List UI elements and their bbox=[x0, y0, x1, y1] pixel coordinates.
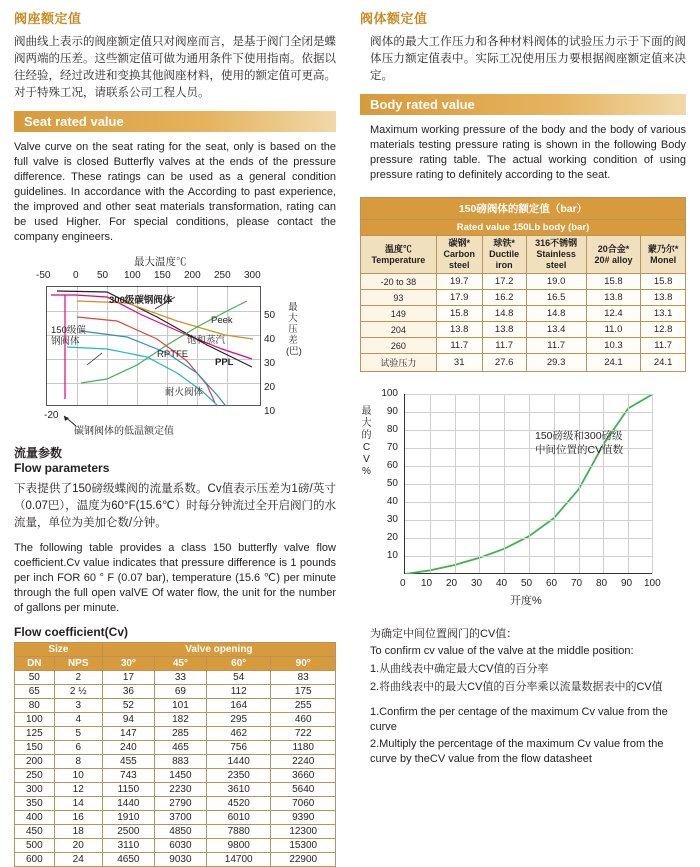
cell: 试验压力 bbox=[361, 354, 437, 372]
cell: 150 bbox=[15, 741, 55, 755]
cell: 16 bbox=[54, 811, 102, 825]
chart1-title: 最大温度℃ bbox=[134, 256, 187, 268]
cv-xtick-60: 60 bbox=[546, 578, 558, 589]
cell: 400 bbox=[15, 811, 55, 825]
cell: 149 bbox=[361, 306, 437, 322]
chart1-xtick-4: 150 bbox=[154, 270, 171, 281]
chart1-annotation-rptfe: RPTFE bbox=[157, 349, 189, 360]
cell: 255 bbox=[271, 699, 336, 713]
cell: 182 bbox=[154, 713, 206, 727]
cv-chart-plot bbox=[404, 394, 652, 574]
temperature-pressure-chart bbox=[14, 254, 334, 437]
cell: 7060 bbox=[271, 797, 336, 811]
body-col-temperature: 温度℃ Temperature bbox=[361, 236, 437, 274]
cell: 462 bbox=[206, 727, 271, 741]
seat-rated-value-bar-en: Seat rated value bbox=[14, 111, 336, 132]
cell: 29.3 bbox=[526, 354, 586, 372]
cv-annotation-line1: 150磅级和300磅级 bbox=[535, 430, 623, 442]
cv-ytick-50: 50 bbox=[386, 478, 398, 489]
cell: 2230 bbox=[154, 783, 206, 797]
cell: 36 bbox=[102, 685, 154, 699]
cell: 3660 bbox=[271, 769, 336, 783]
cv-xtick-40: 40 bbox=[496, 578, 508, 589]
cell: 17.9 bbox=[436, 290, 482, 306]
table-row bbox=[15, 839, 336, 853]
cell: 9390 bbox=[271, 811, 336, 825]
cell: 12 bbox=[54, 783, 102, 797]
cell: 9030 bbox=[154, 853, 206, 867]
cell: 11.7 bbox=[482, 338, 526, 354]
cell: 2240 bbox=[271, 755, 336, 769]
cell: 17.2 bbox=[482, 274, 526, 290]
cell: 54 bbox=[206, 671, 271, 685]
cell: 12300 bbox=[271, 825, 336, 839]
table-row bbox=[15, 853, 336, 867]
cell: 4850 bbox=[154, 825, 206, 839]
cell: 204 bbox=[361, 322, 437, 338]
cv-ytick-80: 80 bbox=[386, 424, 398, 435]
cv-xtick-70: 70 bbox=[571, 578, 583, 589]
cv-ytick-20: 20 bbox=[386, 532, 398, 543]
cell: 11.7 bbox=[641, 338, 686, 354]
cell: 10 bbox=[54, 769, 102, 783]
table-row bbox=[361, 322, 686, 338]
table-row bbox=[15, 685, 336, 699]
cell: 12.8 bbox=[641, 322, 686, 338]
cell: 743 bbox=[102, 769, 154, 783]
cell: 8 bbox=[54, 755, 102, 769]
chart1-ymin-label: -20 bbox=[44, 410, 59, 421]
table-row bbox=[15, 811, 336, 825]
cell: 4650 bbox=[102, 853, 154, 867]
cell: 16.5 bbox=[526, 290, 586, 306]
table-row bbox=[361, 338, 686, 354]
cell: 600 bbox=[15, 853, 55, 867]
cell: 50 bbox=[15, 671, 55, 685]
cv-note-en-2: 2.Multiply the percentage of the maximum Cv value from the curve by theCV value from the flow datasheet bbox=[370, 738, 664, 765]
cv-ytick-30: 30 bbox=[386, 514, 398, 525]
cv-ytick-60: 60 bbox=[386, 460, 398, 471]
cell: 2350 bbox=[206, 769, 271, 783]
cell: 250 bbox=[15, 769, 55, 783]
cell: -20 to 38 bbox=[361, 274, 437, 290]
cell: 9800 bbox=[206, 839, 271, 853]
table-row bbox=[361, 354, 686, 372]
cell: 240 bbox=[102, 741, 154, 755]
cell: 2500 bbox=[102, 825, 154, 839]
right-column bbox=[360, 8, 686, 769]
cell: 175 bbox=[271, 685, 336, 699]
body-rated-value-title-cn: 阀体额定值 bbox=[360, 11, 428, 26]
chart1-xtick-2: 50 bbox=[97, 270, 109, 281]
cv-chart-y-axis-label: 最 大 的 C V % bbox=[361, 406, 372, 477]
cv-xtick-20: 20 bbox=[446, 578, 458, 589]
cv-col-dn: DN bbox=[15, 657, 55, 671]
cv-chart-x-axis-label: 开度% bbox=[510, 595, 542, 607]
cv-ytick-40: 40 bbox=[386, 496, 398, 507]
chart1-annotation-peek: Peek bbox=[211, 315, 233, 326]
body-col-20-alloy: 20合金* 20# alloy bbox=[586, 236, 641, 274]
cell: 14.8 bbox=[482, 306, 526, 322]
cv-note-cn-1: 1.从曲线表中确定最大CV值的百分率 bbox=[370, 663, 549, 675]
seat-rated-value-title-cn: 阀座额定值 bbox=[14, 11, 82, 26]
cell: 11.7 bbox=[526, 338, 586, 354]
cell: 300 bbox=[15, 783, 55, 797]
table-row bbox=[361, 274, 686, 290]
cell: 19.0 bbox=[526, 274, 586, 290]
cell: 460 bbox=[271, 713, 336, 727]
cell: 285 bbox=[154, 727, 206, 741]
table-row bbox=[15, 797, 336, 811]
cv-col-30: 30° bbox=[102, 657, 154, 671]
cell: 15.8 bbox=[586, 274, 641, 290]
cell: 12.4 bbox=[586, 306, 641, 322]
chart1-ytick-50: 50 bbox=[264, 310, 276, 321]
chart1-ytick-20: 20 bbox=[264, 382, 276, 393]
cv-group-size: Size bbox=[15, 643, 103, 657]
flow-coefficient-table bbox=[14, 642, 336, 867]
chart1-annotation-firesafe: 耐火阀体 bbox=[165, 387, 204, 398]
table-row bbox=[15, 769, 336, 783]
table-row bbox=[15, 727, 336, 741]
body-table-title: 150磅阀体的额定值（bar） bbox=[361, 198, 686, 220]
cv-xtick-50: 50 bbox=[521, 578, 533, 589]
body-paragraph-cn: 阀体的最大工作压力和各种材料阀体的试验压力示于下面的阀体压力额定值表中。实际工况使用压力要根据阀座额定值来决定。 bbox=[370, 36, 686, 82]
chart1-annotation-lowtemp: 碳钢阀体的低温额定值 bbox=[74, 426, 174, 437]
cell: 13.1 bbox=[641, 306, 686, 322]
cv-ytick-100: 100 bbox=[381, 388, 398, 399]
cell: 20 bbox=[54, 839, 102, 853]
body-col-stainless: 316不锈钢 Stainless steel bbox=[526, 236, 586, 274]
cv-notes-title-en: To confirm cv value of the valve at the middle position: bbox=[370, 645, 634, 657]
cell: 6010 bbox=[206, 811, 271, 825]
table-row bbox=[15, 783, 336, 797]
cell: 13.8 bbox=[482, 322, 526, 338]
table-row bbox=[15, 713, 336, 727]
body-col-monel: 蒙乃尔* Monel bbox=[641, 236, 686, 274]
chart1-annotation-ppl: PPL bbox=[215, 357, 234, 368]
cell: 3110 bbox=[102, 839, 154, 853]
table-row bbox=[15, 741, 336, 755]
body-rating-table bbox=[360, 197, 686, 372]
cell: 722 bbox=[271, 727, 336, 741]
cell: 4 bbox=[54, 713, 102, 727]
cv-col-45: 45° bbox=[154, 657, 206, 671]
cell: 125 bbox=[15, 727, 55, 741]
cv-col-60: 60° bbox=[206, 657, 271, 671]
table-row bbox=[15, 699, 336, 713]
cell: 1450 bbox=[154, 769, 206, 783]
cell: 24.1 bbox=[586, 354, 641, 372]
cell: 1440 bbox=[102, 797, 154, 811]
flow-paragraph-en: The following table provides a class 150 butterfly valve flow coefficient.Cv value indicates that pressure difference is 1 pounds per inch FOR 60 ° F (0.07 bar), temperature (15.6 ℃) per minute through the full open valVE Of water flow, the unit for the number of gallons per minute. bbox=[14, 542, 336, 614]
cell: 3 bbox=[54, 699, 102, 713]
cell: 83 bbox=[271, 671, 336, 685]
chart1-xtick-3: 100 bbox=[124, 270, 141, 281]
cell: 18 bbox=[54, 825, 102, 839]
seat-paragraph-en: Valve curve on the seat rating for the seat, only is based on the full valve is closed Butterfly valves at the ends of the pressure difference. These ratings can be used as a general condition guidelines. In accordance with the According to past experience, the improved and other seat materials transformation, rating can be used Higher. For special conditions, please contact the company engineers. bbox=[14, 141, 336, 243]
chart1-callout-arrow-icon bbox=[60, 414, 86, 428]
cv-xtick-80: 80 bbox=[596, 578, 608, 589]
cv-col-90: 90° bbox=[271, 657, 336, 671]
cell: 500 bbox=[15, 839, 55, 853]
cell: 883 bbox=[154, 755, 206, 769]
cell: 19.7 bbox=[436, 274, 482, 290]
cell: 22900 bbox=[271, 853, 336, 867]
cell: 147 bbox=[102, 727, 154, 741]
flow-paragraph-cn: 下表提供了150磅级蝶阀的流量系数。Cv值表示压差为1磅/英寸（0.07巴），温度为60°F(15.6℃）时每分钟流过全开启阀门的水流量，单位为美加仑数/分钟。 bbox=[14, 483, 336, 529]
body-col-carbon-steel: 碳钢* Carbon steel bbox=[436, 236, 482, 274]
cell: 13.8 bbox=[436, 322, 482, 338]
chart1-y-axis-label: 最大压差(巴) bbox=[286, 302, 302, 357]
body-table-subtitle: Rated value 150Lb body (bar) bbox=[361, 220, 686, 236]
body-rated-value-bar-en: Body rated value bbox=[360, 94, 686, 115]
cell: 164 bbox=[206, 699, 271, 713]
table-row bbox=[361, 306, 686, 322]
cv-group-opening: Valve opening bbox=[102, 643, 335, 657]
cv-notes-title-cn: 为确定中间位置阀门的CV值： bbox=[370, 628, 518, 640]
cell: 13.8 bbox=[586, 290, 641, 306]
cell: 455 bbox=[102, 755, 154, 769]
cell: 2790 bbox=[154, 797, 206, 811]
cv-xtick-100: 100 bbox=[644, 578, 661, 589]
cell: 14.8 bbox=[526, 306, 586, 322]
cell: 69 bbox=[154, 685, 206, 699]
cell: 4520 bbox=[206, 797, 271, 811]
cell: 100 bbox=[15, 713, 55, 727]
chart1-annotation-150class: 150级碳钢阀体 bbox=[51, 325, 86, 347]
cell: 24 bbox=[54, 853, 102, 867]
cell: 6030 bbox=[154, 839, 206, 853]
cell: 1180 bbox=[271, 741, 336, 755]
cell: 17 bbox=[102, 671, 154, 685]
left-column bbox=[14, 8, 336, 867]
cell: 94 bbox=[102, 713, 154, 727]
cell: 93 bbox=[361, 290, 437, 306]
cell: 7880 bbox=[206, 825, 271, 839]
cell: 15.8 bbox=[436, 306, 482, 322]
cv-ytick-10: 10 bbox=[386, 550, 398, 561]
chart1-plot bbox=[46, 286, 261, 406]
cv-note-cn-2: 2.将曲线表中的最大CV值的百分率乘以流量数据表中的CV值 bbox=[370, 681, 663, 693]
cell: 3610 bbox=[206, 783, 271, 797]
cell: 31 bbox=[436, 354, 482, 372]
chart1-annotation-300class: 300级碳钢阀体 bbox=[109, 295, 173, 306]
cell: 5 bbox=[54, 727, 102, 741]
chart1-xtick-6: 250 bbox=[214, 270, 231, 281]
chart1-xtick-5: 200 bbox=[184, 270, 201, 281]
cell: 24.1 bbox=[641, 354, 686, 372]
cell: 350 bbox=[15, 797, 55, 811]
body-col-ductile-iron: 球铁* Ductile iron bbox=[482, 236, 526, 274]
cell: 80 bbox=[15, 699, 55, 713]
cv-ytick-70: 70 bbox=[386, 442, 398, 453]
body-paragraph-en: Maximum working pressure of the body and the body of various materials testing pressure rating is shown in the following Body pressure rating table. The actual working condition of using pressure rating to definitely according to the seat. bbox=[370, 124, 686, 181]
cell: 10.3 bbox=[586, 338, 641, 354]
cell: 11.0 bbox=[586, 322, 641, 338]
cell: 14700 bbox=[206, 853, 271, 867]
cell: 465 bbox=[154, 741, 206, 755]
flow-parameters-title-cn: 流量参数 bbox=[14, 446, 63, 460]
chart1-xtick-0: -50 bbox=[36, 270, 51, 281]
cv-percentage-chart bbox=[360, 386, 686, 616]
cell: 200 bbox=[15, 755, 55, 769]
table-row bbox=[15, 825, 336, 839]
cell: 13.8 bbox=[641, 290, 686, 306]
cell: 33 bbox=[154, 671, 206, 685]
chart1-ytick-40: 40 bbox=[264, 334, 276, 345]
cv-xtick-90: 90 bbox=[621, 578, 633, 589]
cell: 16.2 bbox=[482, 290, 526, 306]
cell: 112 bbox=[206, 685, 271, 699]
cell: 11.7 bbox=[436, 338, 482, 354]
cell: 450 bbox=[15, 825, 55, 839]
chart1-x-axis bbox=[14, 270, 334, 282]
cv-xtick-10: 10 bbox=[421, 578, 433, 589]
cell: 14 bbox=[54, 797, 102, 811]
cell: 2 ½ bbox=[54, 685, 102, 699]
chart1-annotation-steam: 饱和蒸汽 bbox=[187, 335, 226, 346]
cv-xtick-0: 0 bbox=[400, 578, 406, 589]
cell: 13.4 bbox=[526, 322, 586, 338]
cell: 756 bbox=[206, 741, 271, 755]
table-row bbox=[15, 755, 336, 769]
flow-parameters-title-en: Flow parameters bbox=[14, 461, 110, 475]
chart1-xtick-7: 300 bbox=[244, 270, 261, 281]
cell: 295 bbox=[206, 713, 271, 727]
cell: 65 bbox=[15, 685, 55, 699]
cell: 1150 bbox=[102, 783, 154, 797]
cell: 1440 bbox=[206, 755, 271, 769]
cell: 5640 bbox=[271, 783, 336, 797]
chart1-ytick-10: 10 bbox=[264, 406, 276, 417]
cv-notes bbox=[360, 626, 686, 767]
chart1-xtick-1: 0 bbox=[73, 270, 79, 281]
cell: 101 bbox=[154, 699, 206, 713]
cell: 52 bbox=[102, 699, 154, 713]
cv-note-en-1: 1.Confirm the per centage of the maximum Cv value from the curve bbox=[370, 706, 668, 733]
cell: 15300 bbox=[271, 839, 336, 853]
cell: 260 bbox=[361, 338, 437, 354]
table-row bbox=[15, 671, 336, 685]
cell: 2 bbox=[54, 671, 102, 685]
cv-table-caption: Flow coefficient(Cv) bbox=[14, 625, 129, 639]
cv-xtick-30: 30 bbox=[471, 578, 483, 589]
cv-ytick-90: 90 bbox=[386, 406, 398, 417]
cell: 27.6 bbox=[482, 354, 526, 372]
chart1-ytick-30: 30 bbox=[264, 358, 276, 369]
cell: 1910 bbox=[102, 811, 154, 825]
cv-col-nps: NPS bbox=[54, 657, 102, 671]
cv-chart-annotation bbox=[535, 429, 623, 457]
cell: 6 bbox=[54, 741, 102, 755]
cell: 15.8 bbox=[641, 274, 686, 290]
cv-annotation-line2: 中间位置的CV值数 bbox=[535, 444, 624, 456]
seat-paragraph-cn: 阀曲线上表示的阀座额定值只对阀座而言，是基于阀门全闭是蝶阀两端的压差。这些额定值可做为通用条件下使用指南。依据以往经验，经过改进和变换其他阀座材料，使用的额定值可更高。对于特殊工况，请联系公司工程人员。 bbox=[14, 36, 336, 99]
table-row bbox=[361, 290, 686, 306]
cell: 3700 bbox=[154, 811, 206, 825]
